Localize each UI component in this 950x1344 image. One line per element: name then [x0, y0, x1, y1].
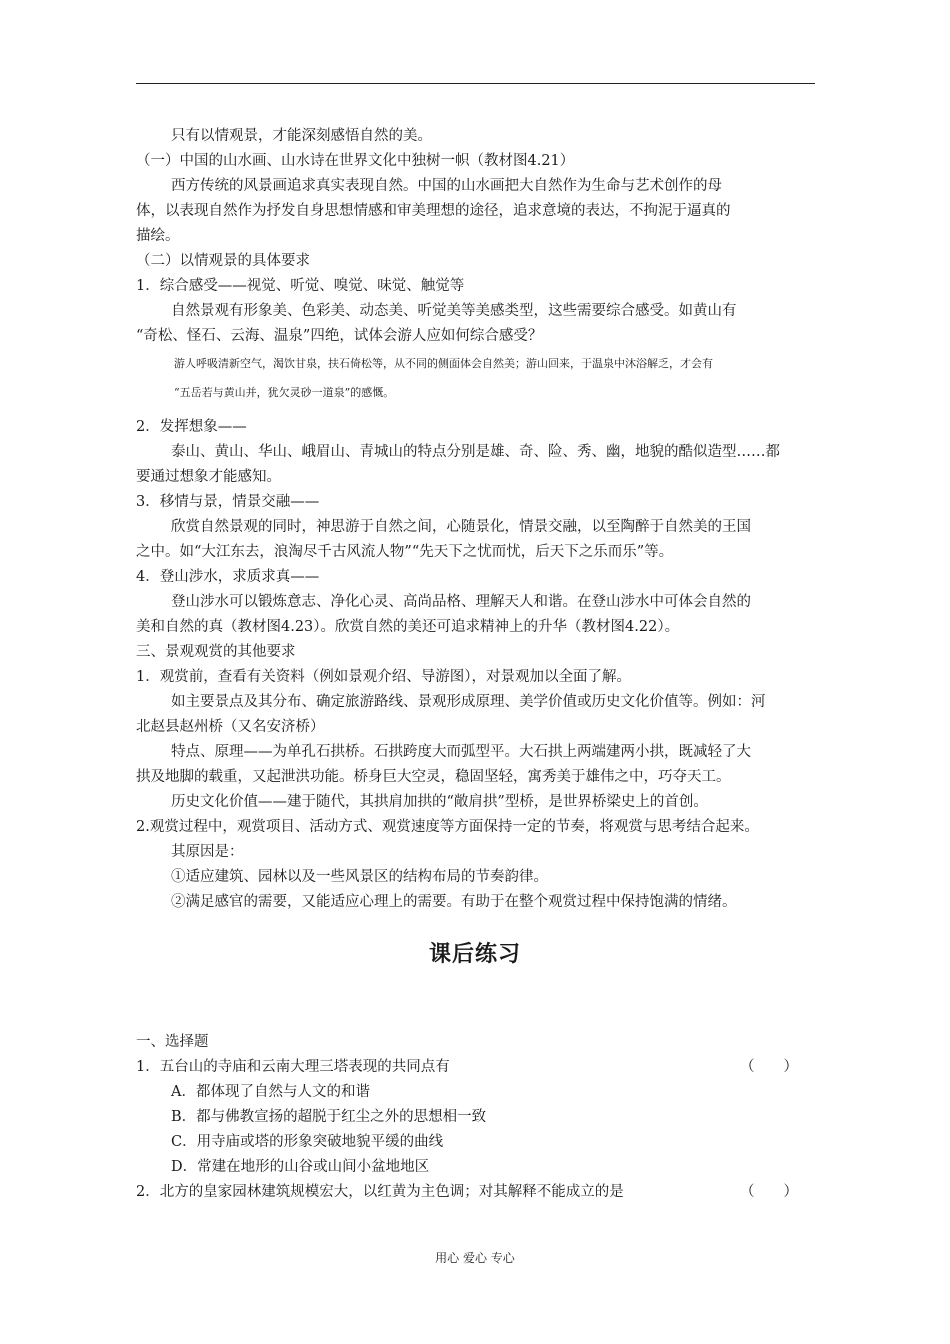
question-1-answer-bracket: （ ）: [740, 1059, 798, 1075]
body-line: 自然景观有形象美、色彩美、动态美、听觉美等美感类型，这些需要综合感受。如黄山有: [171, 303, 737, 319]
body-line: 拱及地脚的载重，又起泄洪功能。桥身巨大空灵，稳固坚轻，寓秀美于雄伟之中，巧夺天工。: [136, 769, 731, 785]
answer-note-line: 游人呼吸清新空气，渴饮甘泉，扶石倚松等，从不同的侧面体会自然美；游山回来，于温泉中沐浴解乏，才会有: [174, 357, 713, 370]
question-1-option-b: B．都与佛教宣扬的超脱于红尘之外的思想相一致: [171, 1109, 487, 1125]
body-line: （一）中国的山水画、山水诗在世界文化中独树一帜（教材图4.21）: [136, 153, 575, 169]
question-2: [136, 1180, 816, 1205]
exercise-title: 课后练习: [428, 942, 521, 967]
body-line: 美和自然的真（教材图4.23）。欣赏自然的美还可追求精神上的升华（教材图4.22）。: [136, 619, 680, 635]
body-line: 特点、原理——为单孔石拱桥。石拱跨度大而弧型平。大石拱上两端建两小拱，既减轻了大: [171, 744, 751, 760]
body-line: 体，以表现自然作为抒发自身思想情感和审美理想的途径，追求意境的表达，不拘泥于逼真的: [136, 203, 731, 219]
body-line: 其原因是：: [171, 844, 244, 860]
exercise-section: [136, 1030, 816, 1205]
answer-note-line: “五岳若与黄山并，犹欠灵砂一道泉”的感慨。: [174, 386, 395, 399]
body-line: 之中。如“大江东去，浪淘尽千古风流人物”“先天下之忧而忧，后天下之乐而乐”等。: [136, 544, 674, 560]
body-line: 欣赏自然景观的同时，神思游于自然之间，心随景化，情景交融，以至陶醉于自然美的王国: [171, 519, 751, 535]
body-line: （二）以情观景的具体要求: [136, 253, 310, 269]
body-line: 登山涉水可以锻炼意志、净化心灵、高尚品格、理解天人和谐。在登山涉水中可体会自然的: [171, 594, 751, 610]
body-line: 历史文化价值——建于随代，其拱肩加拱的“敞肩拱”型桥，是世界桥梁史上的首创。: [171, 794, 708, 810]
body-line: 北赵县赵州桥（又名安济桥）: [136, 719, 325, 735]
body-line: 1．综合感受——视觉、听觉、嗅觉、味觉、触觉等: [136, 278, 465, 294]
spacer: [136, 407, 816, 415]
lecture-body: [136, 124, 816, 915]
question-2-stem: 2．北方的皇家园林建筑规模宏大，以红黄为主色调；对其解释不能成立的是: [136, 1184, 624, 1200]
body-line: 描绘。: [136, 228, 180, 244]
body-line: ①适应建筑、园林以及一些风景区的结构布局的节奏韵律。: [171, 869, 548, 885]
page-footer: 用心 爱心 专心: [435, 1251, 515, 1265]
body-line: 三、景观观赏的其他要求: [136, 644, 296, 660]
body-line: ②满足感官的需要，又能适应心理上的需要。有助于在整个观赏过程中保持饱满的情绪。: [171, 894, 737, 910]
body-line: “奇松、怪石、云海、温泉”四绝，试体会游人应如何综合感受？: [136, 328, 543, 344]
body-line: 1．观赏前，查看有关资料（例如景观介绍、导游图），对景观加以全面了解。: [136, 669, 631, 685]
body-line: 如主要景点及其分布、确定旅游路线、景观形成原理、美学价值或历史文化价值等。例如：河: [171, 694, 766, 710]
body-line: 2．发挥想象——: [136, 419, 247, 435]
body-line: 只有以情观景，才能深刻感悟自然的美。: [171, 128, 432, 144]
body-line: 3．移情与景，情景交融——: [136, 494, 320, 510]
question-2-answer-bracket: （ ）: [740, 1184, 798, 1200]
body-line: 4．登山涉水，求质求真——: [136, 569, 320, 585]
question-1-option-c: C．用寺庙或塔的形象突破地貌平缓的曲线: [171, 1134, 444, 1150]
question-1: [136, 1055, 816, 1080]
question-1-option-a: A．都体现了自然与人文的和谐: [171, 1084, 370, 1100]
body-line: 2.观赏过程中，观赏项目、活动方式、观赏速度等方面保持一定的节奏，将观赏与思考结合起来。: [136, 819, 759, 835]
exercise-section-label: 一、选择题: [136, 1034, 209, 1050]
question-1-stem: 1．五台山的寺庙和云南大理三塔表现的共同点有: [136, 1059, 450, 1075]
question-1-option-d: D．常建在地形的山谷或山间小盆地地区: [171, 1159, 430, 1175]
body-line: 要通过想象才能感知。: [136, 469, 281, 485]
header-rule: [136, 83, 815, 84]
body-line: 泰山、黄山、华山、峨眉山、青城山的特点分别是雄、奇、险、秀、幽，地貌的酷似造型……都: [171, 444, 780, 460]
body-line: 西方传统的风景画追求真实表现自然。中国的山水画把大自然作为生命与艺术创作的母: [171, 178, 722, 194]
